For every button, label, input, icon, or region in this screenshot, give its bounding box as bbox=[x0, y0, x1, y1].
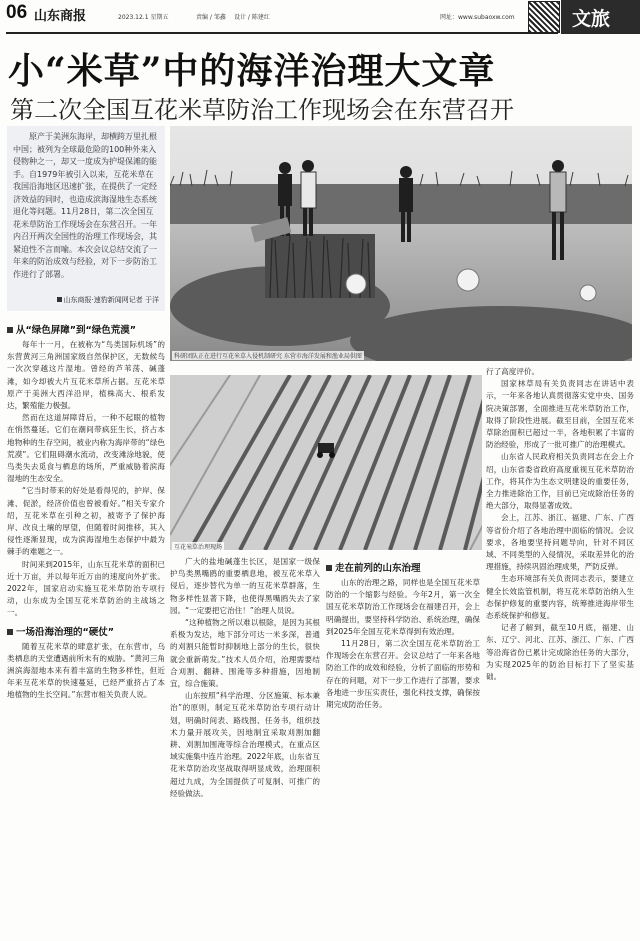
heading-marker-icon bbox=[7, 327, 13, 333]
column-1 bbox=[7, 318, 165, 938]
paragraph: “这种植物之所以难以根除，是因为其根系极为发达，地下部分可达一米多深，普通的刈割只能暂时抑制地上部分的生长，很快就会重新萌发。”技术人员介绍，治理需要结合刈割、翻耕、围淹等多种措施，因地制宜，综合施策。 bbox=[170, 618, 320, 689]
header-divider bbox=[6, 32, 558, 34]
paragraph: 时间来到2015年，山东互花米草的面积已近十万亩，并以每年近万亩的速度向外扩张。2022年，国家启动实施互花米草防治专项行动，山东成为全国互花米草防治的主战场之一。 bbox=[7, 559, 165, 618]
lead-box bbox=[7, 126, 165, 311]
editor-credit: 责编 / 邹鑫 bbox=[196, 14, 226, 21]
publication-name: 山东商报 bbox=[34, 9, 87, 24]
design-credit: 设计 / 陈建红 bbox=[234, 14, 270, 21]
photo-marsh-research bbox=[170, 126, 632, 361]
section-heading-1-text: 从“绿色屏障”到“绿色荒漠” bbox=[16, 325, 136, 336]
section-label: 文旅 bbox=[572, 8, 611, 30]
column-4 bbox=[486, 366, 634, 938]
photo1-caption: 科研团队正在进行互花米草入侵机制研究 东营市海洋发展和渔业局供图 bbox=[174, 353, 362, 360]
paragraph: 山东按照“科学治理、分区施策、标本兼治”的原则，制定互花米草防治专项行动计划，明确时间表、路线图、任务书，组织技术力量开展攻关，因地制宜采取刈割加翻耕、刈割加围淹等综合治理模式，在重点区域实施集中连片治理。2022年底，山东省互花米草防治攻坚战取得明显成效，治理面积超过九成，为全国提供了可复制、可推广的经验做法。 bbox=[170, 691, 320, 798]
paragraph: 会上，江苏、浙江、福建、广东、广西等省份介绍了各地治理中面临的情况。会议要求，各地要坚持问题导向，针对不同区域、不同类型的入侵情况，采取差异化的治理措施，持续巩固治理成果，严防反弹。 bbox=[486, 513, 634, 572]
paragraph: 随着互花米草的肆意扩张，在东营市，乌类栖息的天堂遭遇前所未有的威胁。“黄河三角洲滨海湿地本来有着丰富的生物多样性，但近年来互花米草的快速蔓延，已经严重挤占了本地植物的生长空间。”东营市相关负责人说。 bbox=[7, 641, 165, 700]
headline: 小“米草”中的海洋治理大文章 bbox=[8, 50, 496, 92]
photo-marsh-research-image bbox=[170, 126, 632, 361]
issue-date: 2023.12.1 星期五 bbox=[118, 14, 169, 21]
subheadline: 第二次全国互花米草防治工作现场会在东营召开 bbox=[10, 96, 514, 124]
page-number: 06 bbox=[6, 2, 28, 23]
photo-field-treatment bbox=[170, 375, 482, 550]
paragraph: 山东省人民政府相关负责同志在会上介绍，山东省委省政府高度重视互花米草防治工作，将其作为生态文明建设的重要任务，全力推进除治工作，目前已完成除治任务的绝大部分，取得显著成效。 bbox=[486, 452, 634, 511]
bullet-icon bbox=[57, 297, 62, 302]
photo-field-treatment-image bbox=[170, 375, 482, 550]
paragraph: 行了高度评价。 bbox=[486, 367, 540, 376]
website-link[interactable]: 网址：www.subaoxw.com bbox=[440, 14, 515, 21]
byline bbox=[13, 295, 159, 305]
lead-paragraph: 原产于美洲东海岸，却横跨万里扎根中国；被列为全球最危险的100种外来入侵物种之一，却又一度成为护堤保滩的能手。自1979年被引入以来，互花米草在我国沿海地区迅速扩张，在提供了一定经济效益的同时，也造成滨海湿地生态系统退化等问题。11月28日，第二次全国互花米草防治工作现场会在东营召开。一年内召开两次全国性的治理工作现场会，其紧迫性不言而喻。本次会议总结交流了一年来的防治成效与经验，对下一步防治工作进行了部署。 bbox=[13, 132, 157, 279]
heading-marker-icon bbox=[326, 565, 332, 571]
paragraph: 然而在这道屏障背后，一种不起眼的植物在悄然蔓延。它们在潮间带疯狂生长，挤占本地物种的生存空间，被业内称为海岸带的“绿色荒漠”。它们阻碍潮水流动，改变滩涂地貌，使鸟类失去觅食与栖息的场所，严重威胁着滨海湿地的生态安全。 bbox=[7, 413, 165, 484]
paragraph: 记者了解到，截至10月底，福建、山东、辽宁、河北、江苏、浙江、广东、广西等沿海省份已累计完成除治任务的大部分，为实现2025年的防治目标打下了坚实基础。 bbox=[486, 623, 634, 682]
section-heading-2-text: 一场沿海治理的“硬仗” bbox=[16, 626, 114, 638]
column-2 bbox=[170, 556, 320, 938]
paragraph: “它当时带来的好处是看得见的，护岸、保滩、促淤，经济价值也曾被看好。”相关专家介绍，互花米草在引种之初，被寄予了保护海岸、改良土壤的厚望，但随着时间推移，其入侵性逐渐显现，成为滨海湿地生态保护中最为棘手的难题之一。 bbox=[7, 486, 165, 557]
paragraph: 山东的治理之路，同样也是全国互花米草防治的一个缩影与经验。今年2月，第一次全国互花米草防治工作现场会在福建召开，会上明确提出，要坚持科学防治、系统治理，确保到2025年全国互花米草得到有效治理。 bbox=[326, 578, 480, 636]
paragraph: 国家林草局有关负责同志在讲话中表示，一年来各地认真贯彻落实党中央、国务院决策部署，全面推进互花米草防治工作，取得了阶段性进展。截至目前，全国互花米草除治面积已超过一半，各地积累了丰富的防治经验，形成了一批可推广的治理模式。 bbox=[486, 379, 634, 450]
byline-text: 山东商报·速豹新闻网记者 于洋 bbox=[63, 296, 159, 304]
column-3 bbox=[326, 556, 480, 938]
section-heading-3 bbox=[326, 560, 480, 574]
paragraph: 11月28日，第二次全国互花米草防治工作现场会在东营召开。会议总结了一年来各地防治工作的成效和经验，分析了面临的形势和存在的问题，对下一步工作进行了部署，要求各地进一步压实责任，强化科技支撑，确保按期完成防治任务。 bbox=[326, 639, 480, 710]
qr-code-icon[interactable] bbox=[528, 1, 560, 33]
photo2-caption: 互花米草治理现场 bbox=[174, 544, 223, 550]
section-heading-1 bbox=[7, 322, 165, 336]
section-heading-2 bbox=[7, 624, 165, 638]
paragraph: 每年十一月，在被称为“鸟类国际机场”的东营黄河三角洲国家级自然保护区，无数候鸟一次次穿越这片湿地。曾经的芦苇荡、碱蓬滩，如今却被大片互花米草所占据。互花米草原产于美洲大西洋沿岸，植株高大、根系发达，繁殖能力极强。 bbox=[7, 340, 165, 411]
paragraph: 广大的盐地碱蓬生长区，是国家一级保护鸟类黑嘴鸥的重要栖息地，被互花米草入侵后，逐步替代为单一的互花米草群落，生物多样性显著下降，也使得黑嘴鸥失去了家园。“一定要把它治住！”治理人员说。 bbox=[170, 557, 320, 615]
section-heading-3-text: 走在前列的山东治理 bbox=[335, 563, 421, 574]
paragraph: 生态环境部有关负责同志表示，要建立健全长效监管机制，将互花米草防治纳入生态保护修复的重要内容，统筹推进海岸带生态系统保护和修复。 bbox=[486, 574, 634, 621]
heading-marker-icon bbox=[7, 629, 13, 635]
